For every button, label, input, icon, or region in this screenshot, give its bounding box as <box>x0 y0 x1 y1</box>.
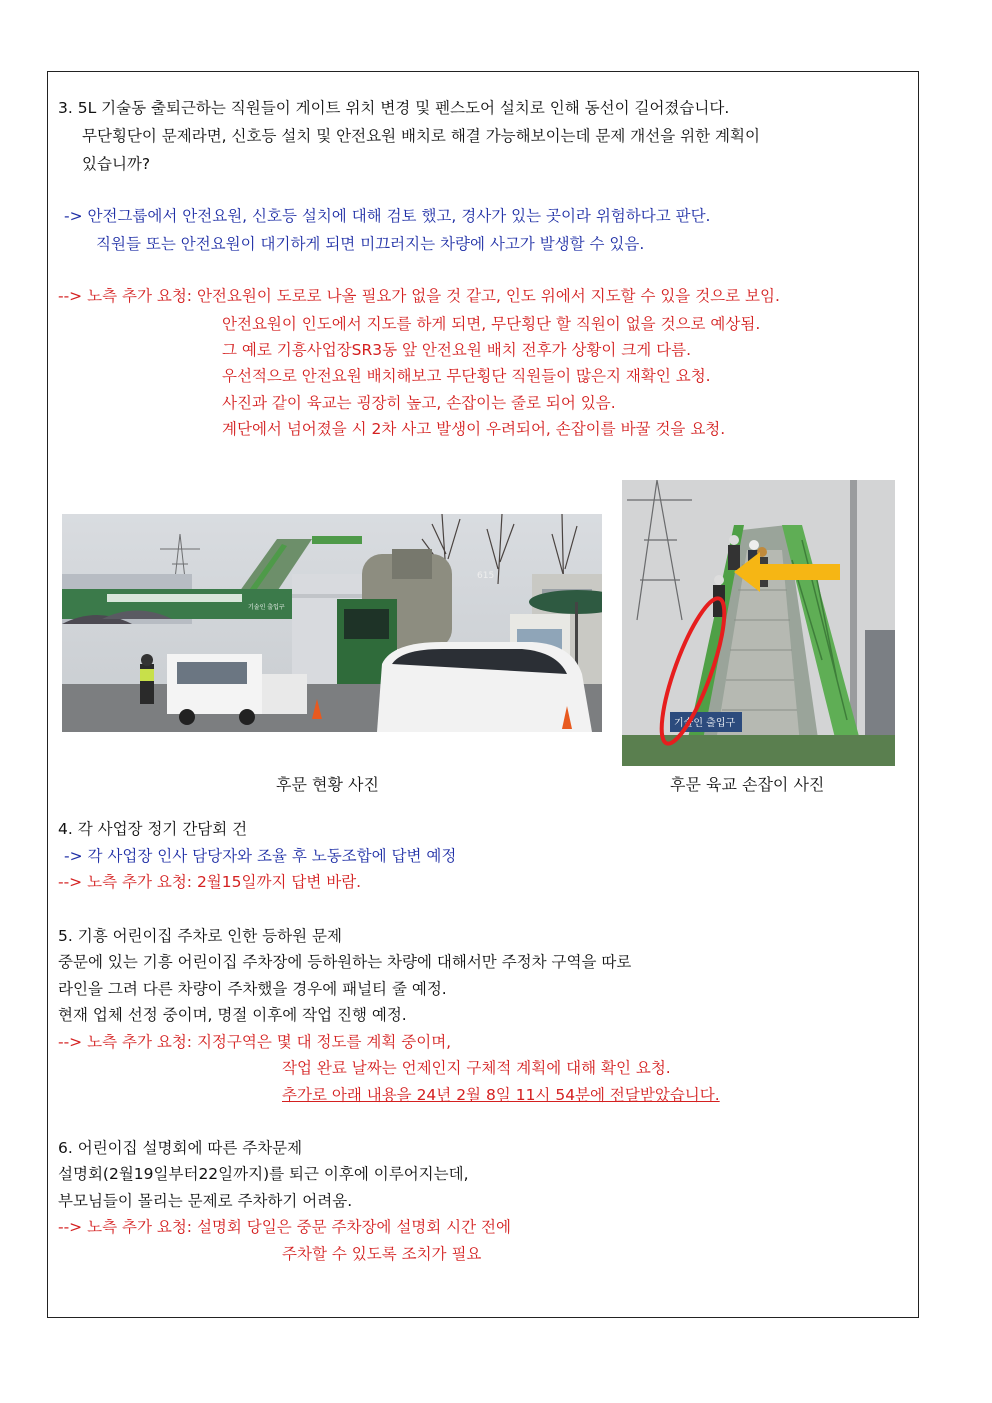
section3-question-line1: 3. 5L 기술동 출퇴근하는 직원들이 게이트 위치 변경 및 펜스도어 설치로 인해 동선이 길어졌습니다. <box>58 99 730 117</box>
section6-body-line1: 설명회(2월19일부터22일까지)를 퇴근 이후에 이루어지는데, <box>58 1165 469 1183</box>
back-gate-photo <box>62 514 602 732</box>
section3-request-line1: --> 노측 추가 요청: 안전요원이 도로로 나올 필요가 없을 것 같고, 인도 위에서 지도할 수 있을 것으로 보임. <box>58 287 780 305</box>
section3-request-line2: 안전요원이 인도에서 지도를 하게 되면, 무단횡단 할 직원이 없을 것으로 예상됨. <box>222 315 761 333</box>
truck-number-label: 615 <box>477 571 495 581</box>
section6-request-line1: --> 노측 추가 요청: 설명회 당일은 중문 주차장에 설명회 시간 전에 <box>58 1218 511 1236</box>
photo2-caption: 후문 육교 손잡이 사진 <box>670 775 825 794</box>
footbridge-handrail-photo <box>622 480 895 766</box>
section6-question: 6. 어린이집 설명회에 따른 주차문제 <box>58 1139 303 1157</box>
section3-request-line3: 그 예로 기흥사업장SR3동 앞 안전요원 배치 전후가 상황이 크게 다름. <box>222 341 692 359</box>
photo1-entrance-sign: 기술인 출입구 <box>248 604 285 611</box>
section5-body-line2: 라인을 그려 다른 차량이 주차했을 경우에 패널티 줄 예정. <box>58 980 447 998</box>
section3-answer-line1: -> 안전그룹에서 안전요원, 신호등 설치에 대해 검토 했고, 경사가 있는 곳이라 위험하다고 판단. <box>64 207 711 225</box>
section6-body-line2: 부모님들이 몰리는 문제로 주차하기 어려움. <box>58 1192 353 1210</box>
photo1-caption: 후문 현황 사진 <box>276 775 379 794</box>
section5-request-line3: 추가로 아래 내용을 24년 2월 8일 11시 54분에 전달받았습니다. <box>282 1086 720 1104</box>
section6-request-line2: 주차할 수 있도록 조치가 필요 <box>282 1245 482 1263</box>
section4-question: 4. 각 사업장 정기 간담회 건 <box>58 820 248 838</box>
section4-answer: -> 각 사업장 인사 담당자와 조율 후 노동조합에 답변 예정 <box>64 847 457 865</box>
section3-request-line4: 우선적으로 안전요원 배치해보고 무단횡단 직원들이 많은지 재확인 요청. <box>222 367 711 385</box>
section3-request-line6: 계단에서 넘어졌을 시 2차 사고 발생이 우려되어, 손잡이를 바꿀 것을 요청. <box>222 420 726 438</box>
section5-question: 5. 기흥 어린이집 주차로 인한 등하원 문제 <box>58 927 342 945</box>
section3-question-line3: 있습니까? <box>82 155 151 173</box>
section5-request-line1: --> 노측 추가 요청: 지정구역은 몇 대 정도를 계획 중이며, <box>58 1033 452 1051</box>
photo2-entrance-sign: 기술인 출입구 <box>674 718 736 729</box>
section3-request-line5: 사진과 같이 육교는 굉장히 높고, 손잡이는 줄로 되어 있음. <box>222 394 616 412</box>
section3-answer-line2: 직원들 또는 안전요원이 대기하게 되면 미끄러지는 차량에 사고가 발생할 수 있음. <box>96 235 645 253</box>
section5-body-line1: 중문에 있는 기흥 어린이집 주차장에 등하원하는 차량에 대해서만 주정차 구역을 따로 <box>58 953 632 971</box>
section5-body-line3: 현재 업체 선정 중이며, 명절 이후에 작업 진행 예정. <box>58 1006 407 1024</box>
section5-request-line2: 작업 완료 날짜는 언제인지 구체적 계획에 대해 확인 요청. <box>282 1059 671 1077</box>
section4-request: --> 노측 추가 요청: 2월15일까지 답변 바람. <box>58 873 362 891</box>
section3-question-line2: 무단횡단이 문제라면, 신호등 설치 및 안전요원 배치로 해결 가능해보이는데 문제 개선을 위한 계획이 <box>82 127 760 145</box>
